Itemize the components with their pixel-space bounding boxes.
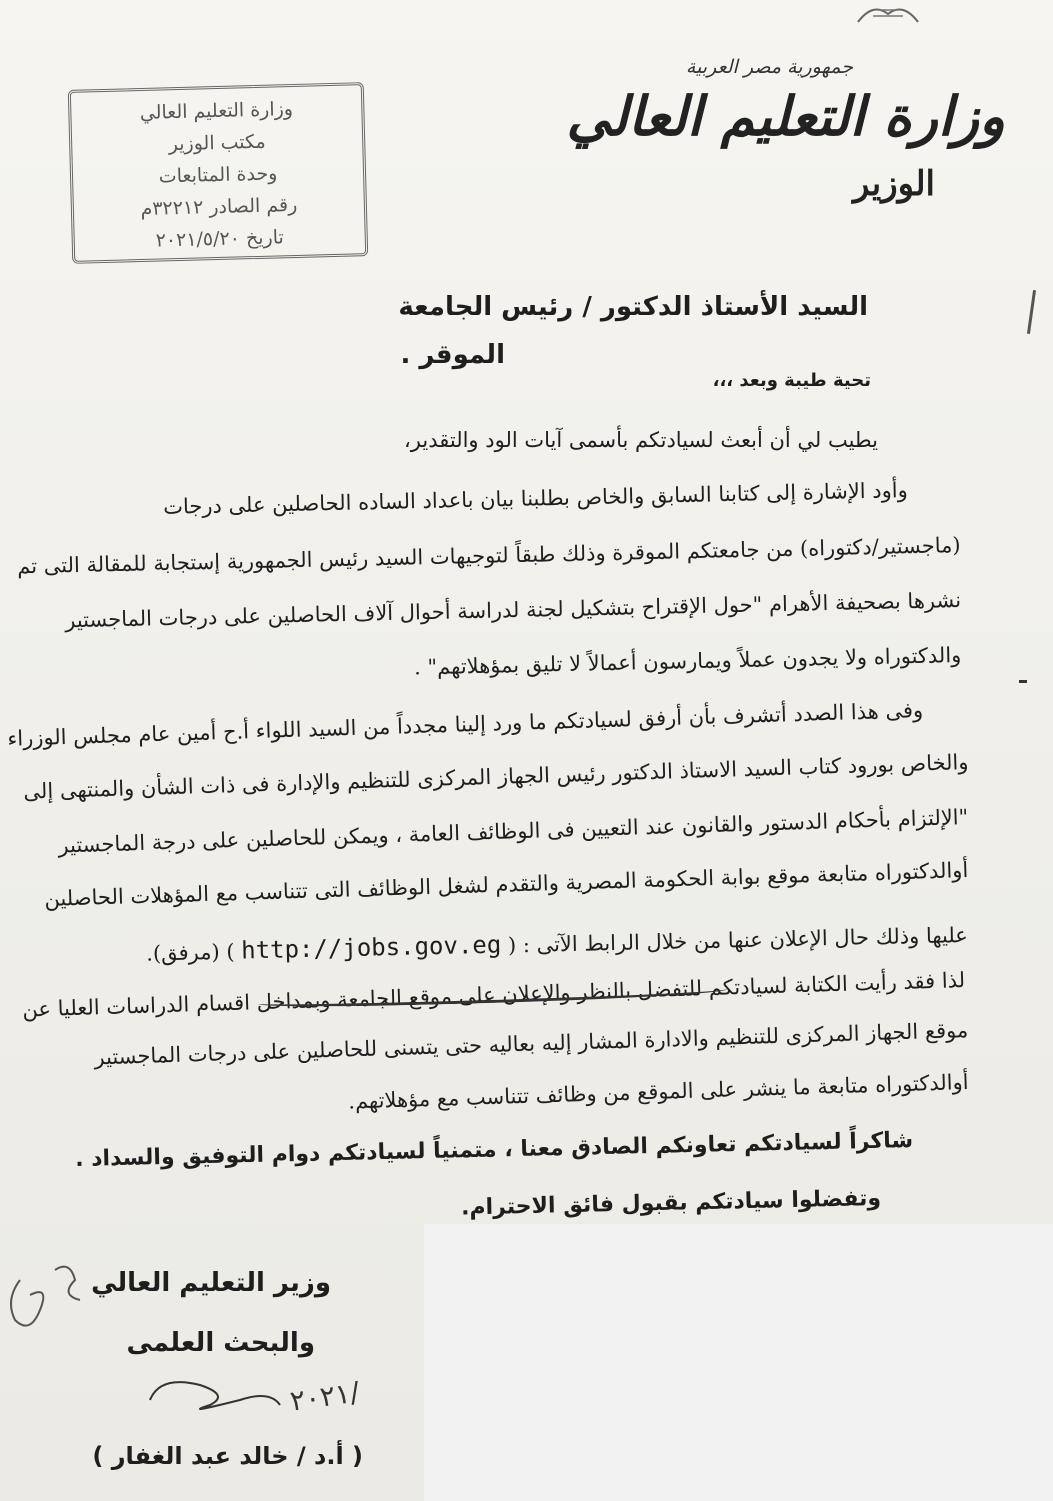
body-line: أوالدكتوراه متابعة ما ينشر على الموقع من وظائف تتناسب مع مؤهلاتهم. bbox=[347, 1070, 969, 1114]
body-line: أوالدكتوراه متابعة موقع بوابة الحكومة المصرية والتقدم لشغل الوظائف التى تتناسب مع المؤهلات الحاصلين bbox=[43, 858, 969, 912]
body-line: نشرها بصحيفة الأهرام "حول الإقتراح بتشكيل لجنة لدراسة أحوال آلاف الحاصلين على درجات الماجستير bbox=[64, 588, 962, 633]
jobs-portal-link[interactable]: http://jobs.gov.eg bbox=[241, 930, 502, 965]
handwritten-date: ٢٠٢١/ bbox=[288, 1375, 362, 1418]
body-line: "الإلتزام بأحكام الدستور والقانون عند التعيين فى الوظائف العامة ، ويمكن للحاصلين على درجة الماجستير bbox=[57, 805, 969, 858]
closing-thanks: شاكراً لسيادتكم تعاونكم الصادق معنا ، متمنياً لسيادتكم دوام التوفيق والسداد . bbox=[74, 1128, 914, 1173]
body-line-text: عليها وذلك حال الإعلان عنها من خلال الرابط الآتى : ( bbox=[507, 923, 969, 958]
signatory-title: وزير التعليم العالي bbox=[91, 1268, 331, 1298]
signatory-title-2: والبحث العلمى bbox=[126, 1328, 315, 1358]
eagle-emblem-icon bbox=[853, 0, 923, 26]
attachment-note: ) (مرفق). bbox=[146, 939, 236, 966]
body-line: يطيب لي أن أبعث لسيادتكم بأسمى آيات الود والتقدير، bbox=[404, 428, 878, 452]
honorific: الموقر . bbox=[400, 340, 505, 370]
stamp-line: وحدة المتابعات bbox=[158, 162, 278, 188]
body-line-with-link bbox=[146, 920, 968, 967]
body-line: والخاص بورود كتاب السيد الاستاذ الدكتور رئيس الجهاز المركزى للتنظيم والإدارة فى ذات الشأن والمنتهى إلى bbox=[22, 750, 969, 804]
margin-dot bbox=[1019, 680, 1027, 683]
closing-regards: وتفضلوا سيادتكم بقبول فائق الاحترام. bbox=[460, 1186, 882, 1221]
signature-icon bbox=[140, 1370, 290, 1420]
body-line: موقع الجهاز المركزى للتنظيم والادارة المشار إليه بعاليه حتى يتسنى للحاصلين على درجات الماجستير bbox=[93, 1018, 969, 1070]
body-line: وفى هذا الصدد أتشرف بأن أرفق لسيادتكم ما ورد إلينا مجدداً من السيد اللواء أ.ح أمين عام مجلس الوزراء bbox=[6, 698, 924, 751]
ministry-name: وزارة التعليم العالي bbox=[566, 84, 1005, 148]
blank-area bbox=[424, 1224, 1053, 1501]
margin-mark bbox=[1027, 290, 1036, 334]
country-name: جمهورية مصر العربية bbox=[685, 56, 853, 78]
stamp-line: تاريخ ٢٠٢١/٥/٢٠ bbox=[155, 226, 285, 252]
body-line: والدكتوراه ولا يجدون عملاً ويمارسون أعمالاً لا تليق بمؤهلاتهم" . bbox=[413, 643, 962, 680]
body-line: (ماجستير/دكتوراه) من جامعتكم الموقرة وذلك طبقاً لتوجيهات السيد رئيس الجمهورية إستجابة للمقالة التى تم bbox=[17, 533, 962, 579]
greeting: تحية طيبة وبعد ،،، bbox=[712, 370, 871, 391]
body-line: وأود الإشارة إلى كتابنا السابق والخاص بطلبنا بيان باعداد الساده الحاصلين على درجات bbox=[163, 478, 909, 519]
stamp-line: رقم الصادر ٣٢٢١٢م bbox=[140, 193, 298, 221]
addressee: السيد الأستاذ الدكتور / رئيس الجامعة bbox=[398, 292, 868, 322]
handwritten-note-icon bbox=[0, 1240, 90, 1350]
outgoing-stamp bbox=[68, 82, 368, 264]
signatory-name: ( أ.د / خالد عبد الغفار ) bbox=[92, 1442, 363, 1470]
stamp-line: وزارة التعليم العالي bbox=[139, 98, 294, 125]
body-line: لذا فقد رأيت الكتابة لسيادتكم للتفضل بالنظر والإعلان على موقع الجامعة وبمداخل اقسام الدراسات العليا عن bbox=[22, 968, 966, 1022]
stamp-line: مكتب الوزير bbox=[168, 130, 266, 156]
minister-label: الوزير bbox=[852, 164, 935, 204]
